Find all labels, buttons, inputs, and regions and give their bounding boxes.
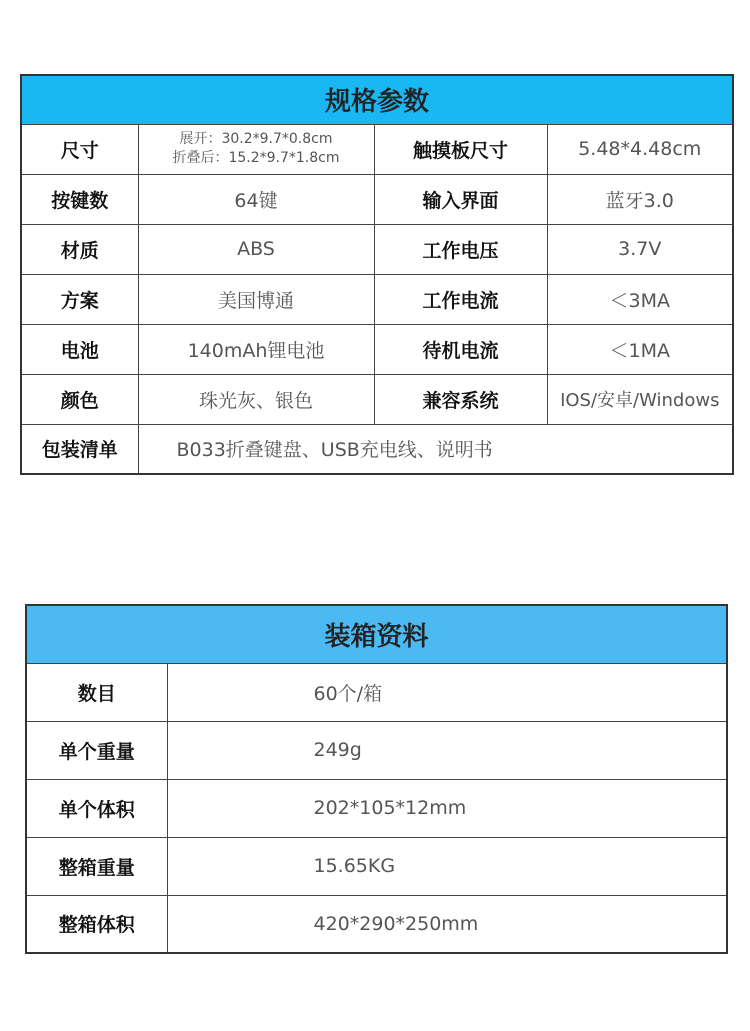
spec-label: 颜色 bbox=[21, 374, 138, 424]
packing-row bbox=[26, 895, 727, 953]
spec-value bbox=[138, 124, 374, 174]
spec-row bbox=[21, 174, 733, 224]
packing-value: 420*290*250mm bbox=[167, 895, 727, 953]
spec-label: 工作电压 bbox=[374, 224, 547, 274]
packing-label: 数目 bbox=[26, 663, 167, 721]
spec-value: 珠光灰、银色 bbox=[138, 374, 374, 424]
spec-label: 按键数 bbox=[21, 174, 138, 224]
spec-value: 5.48*4.48cm bbox=[547, 124, 733, 174]
spec-row bbox=[21, 224, 733, 274]
spec-value: 140mAh锂电池 bbox=[138, 324, 374, 374]
spec-title: 规格参数 bbox=[21, 75, 733, 124]
spec-label: 工作电流 bbox=[374, 274, 547, 324]
spec-row bbox=[21, 124, 733, 174]
spec-label: 方案 bbox=[21, 274, 138, 324]
packing-header-row bbox=[26, 605, 727, 663]
packing-value: 202*105*12mm bbox=[167, 779, 727, 837]
spec-table bbox=[20, 74, 734, 475]
packing-value: 249g bbox=[167, 721, 727, 779]
spec-value: 蓝牙3.0 bbox=[547, 174, 733, 224]
spec-value: ＜1MA bbox=[547, 324, 733, 374]
spec-value: 64键 bbox=[138, 174, 374, 224]
spec-label: 材质 bbox=[21, 224, 138, 274]
packing-label: 整箱体积 bbox=[26, 895, 167, 953]
packing-label: 单个体积 bbox=[26, 779, 167, 837]
packing-row bbox=[26, 779, 727, 837]
spec-header-row bbox=[21, 75, 733, 124]
spec-row bbox=[21, 424, 733, 474]
spec-label: 尺寸 bbox=[21, 124, 138, 174]
packing-value: 60个/箱 bbox=[167, 663, 727, 721]
spec-value: ＜3MA bbox=[547, 274, 733, 324]
packing-label: 整箱重量 bbox=[26, 837, 167, 895]
spec-label: 电池 bbox=[21, 324, 138, 374]
spec-value: B033折叠键盘、USB充电线、说明书 bbox=[138, 424, 733, 474]
packing-row bbox=[26, 721, 727, 779]
spec-value-line: 展开：30.2*9.7*0.8cm bbox=[179, 131, 333, 147]
spec-value: IOS/安卓/Windows bbox=[547, 374, 733, 424]
packing-label: 单个重量 bbox=[26, 721, 167, 779]
spec-value-line: 折叠后：15.2*9.7*1.8cm bbox=[172, 150, 340, 166]
spec-row bbox=[21, 374, 733, 424]
packing-row bbox=[26, 663, 727, 721]
spec-label: 待机电流 bbox=[374, 324, 547, 374]
spec-value: ABS bbox=[138, 224, 374, 274]
packing-table bbox=[25, 604, 728, 954]
packing-title: 装箱资料 bbox=[26, 605, 727, 663]
spec-value: 美国博通 bbox=[138, 274, 374, 324]
spec-label: 输入界面 bbox=[374, 174, 547, 224]
spec-label: 兼容系统 bbox=[374, 374, 547, 424]
spec-value: 3.7V bbox=[547, 224, 733, 274]
packing-row bbox=[26, 837, 727, 895]
spec-label: 触摸板尺寸 bbox=[374, 124, 547, 174]
packing-value: 15.65KG bbox=[167, 837, 727, 895]
spec-row bbox=[21, 274, 733, 324]
spec-row bbox=[21, 324, 733, 374]
spec-label: 包装清单 bbox=[21, 424, 138, 474]
